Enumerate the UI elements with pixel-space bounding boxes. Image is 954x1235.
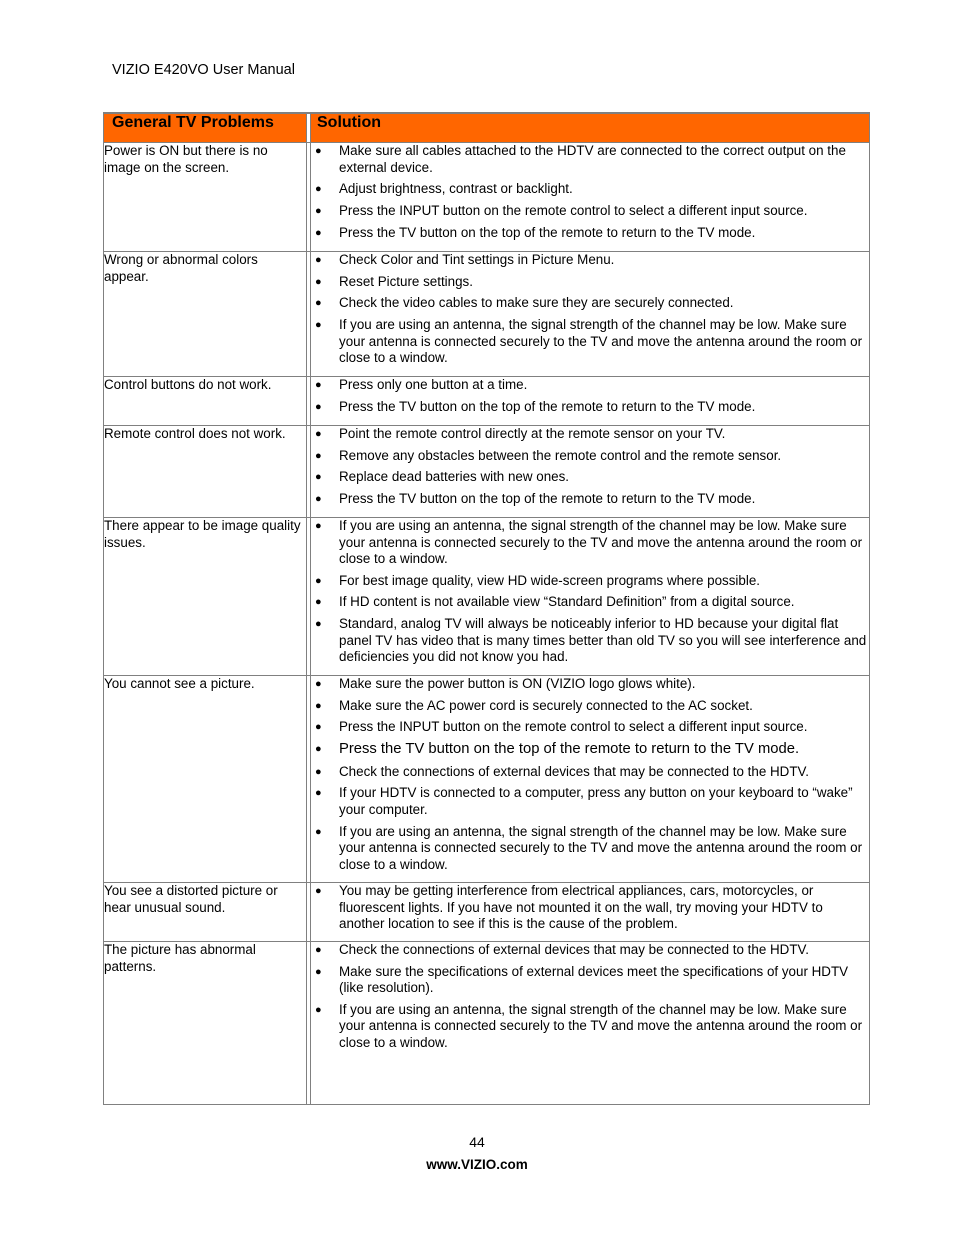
solution-item: ● Point the remote control directly at the remote sensor on your TV. <box>315 426 726 441</box>
table-row <box>104 676 870 883</box>
problem-cell: The picture has abnormal patterns. <box>104 942 307 1105</box>
solution-cell <box>311 143 870 252</box>
solution-item: ● Standard, analog TV will always be noticeably inferior to HD because your digital flat panel TV has video that is many times better than old TV so you will see interference and deficiencies you did not know you had. <box>315 616 867 665</box>
bullet-icon: ● <box>315 885 322 897</box>
solution-item: ● Check the connections of external devices that may be connected to the HDTV. <box>315 942 809 957</box>
solution-item: ● You may be getting interference from electrical appliances, cars, motorcycles, or fluorescent lights. If you have not mounted it on the wall, try moving your HDTV to another location to see if this is the cause of the problem. <box>315 883 823 931</box>
document-header-title: VIZIO E420VO User Manual <box>112 62 295 78</box>
solution-cell <box>311 252 870 377</box>
table-row <box>104 252 870 377</box>
solution-item: ● Check the video cables to make sure they are securely connected. <box>315 295 734 311</box>
solution-cell <box>311 676 870 883</box>
table-row <box>104 426 870 518</box>
problem-cell: Control buttons do not work. <box>104 377 307 426</box>
bullet-icon: ● <box>315 825 322 838</box>
solution-item: ● Adjust brightness, contrast or backlight. <box>315 181 573 197</box>
solution-item: ● If you are using an antenna, the signal strength of the channel may be low. Make sure your antenna is connected securely to the TV and move the antenna around the room or close to a window. <box>315 518 863 566</box>
solution-item: ● Make sure the specifications of external devices meet the specifications of your HDTV (like resolution). <box>315 963 849 996</box>
solution-list <box>311 883 869 933</box>
solution-list <box>311 426 869 508</box>
bullet-icon: ● <box>315 471 322 484</box>
bullet-icon: ● <box>315 743 322 756</box>
bullet-icon: ● <box>315 400 322 413</box>
solution-item: ● Make sure the AC power cord is securely connected to the AC socket. <box>315 697 753 713</box>
bullet-icon: ● <box>315 618 322 631</box>
solution-cell <box>311 518 870 676</box>
bullet-icon: ● <box>315 965 322 978</box>
bullet-icon: ● <box>315 699 322 712</box>
solution-item: ● For best image quality, view HD wide-screen programs where possible. <box>315 572 760 588</box>
footer-website-link[interactable]: www.VIZIO.com <box>426 1157 528 1172</box>
solution-list <box>311 252 869 367</box>
column-header-problems: General TV Problems <box>104 114 307 143</box>
page-number: 44 <box>469 1134 485 1150</box>
solution-item: ● Press the INPUT button on the remote control to select a different input source. <box>315 202 808 218</box>
solution-item: ● Check Color and Tint settings in Picture Menu. <box>315 252 615 267</box>
bullet-icon: ● <box>315 574 322 587</box>
bullet-icon: ● <box>315 145 322 157</box>
solution-item: ● If you are using an antenna, the signal strength of the channel may be low. Make sure your antenna is connected securely to the TV and move the antenna around the room or close to a window. <box>315 317 863 366</box>
solution-cell <box>311 942 870 1105</box>
bullet-icon: ● <box>315 520 322 532</box>
solution-item: ● Press only one button at a time. <box>315 377 528 392</box>
bullet-icon: ● <box>315 204 322 217</box>
solution-item: ● Press the INPUT button on the remote control to select a different input source. <box>315 719 808 735</box>
bullet-icon: ● <box>315 379 322 391</box>
problem-cell: Wrong or abnormal colors appear. <box>104 252 307 377</box>
problem-cell: You see a distorted picture or hear unusual sound. <box>104 883 307 942</box>
bullet-icon: ● <box>315 449 322 462</box>
solution-item: ● Replace dead batteries with new ones. <box>315 469 570 485</box>
solution-item: ● Check the connections of external devices that may be connected to the HDTV. <box>315 763 809 779</box>
bullet-icon: ● <box>315 183 322 196</box>
troubleshooting-table-container <box>103 112 869 1105</box>
bullet-icon: ● <box>315 1003 322 1016</box>
troubleshooting-table <box>103 112 870 1105</box>
table-row <box>104 143 870 252</box>
solution-list <box>311 942 869 1051</box>
solution-item: ● If you are using an antenna, the signal strength of the channel may be low. Make sure your antenna is connected securely to the TV and move the antenna around the room or close to a window. <box>315 823 863 872</box>
solution-list <box>311 377 869 415</box>
bullet-icon: ● <box>315 254 322 266</box>
problem-cell: Power is ON but there is no image on the screen. <box>104 143 307 252</box>
solution-item: ● Press the TV button on the top of the remote to return to the TV mode. <box>315 398 756 414</box>
bullet-icon: ● <box>315 678 322 690</box>
solution-item: ● Press the TV button on the top of the remote to return to the TV mode. <box>315 741 800 758</box>
solution-cell <box>311 883 870 942</box>
solution-cell <box>311 377 870 426</box>
solution-list <box>311 676 869 873</box>
problem-cell: You cannot see a picture. <box>104 676 307 883</box>
solution-item: ● Remove any obstacles between the remote control and the remote sensor. <box>315 447 782 463</box>
problem-cell: There appear to be image quality issues. <box>104 518 307 676</box>
bullet-icon: ● <box>315 765 322 778</box>
solution-item: ● Make sure the power button is ON (VIZIO logo glows white). <box>315 676 696 691</box>
solution-cell <box>311 426 870 518</box>
bullet-icon: ● <box>315 493 322 506</box>
problem-cell: Remote control does not work. <box>104 426 307 518</box>
solution-item: ● If HD content is not available view “Standard Definition” from a digital source. <box>315 594 795 610</box>
solution-item: ● Reset Picture settings. <box>315 273 473 289</box>
solution-item: ● If you are using an antenna, the signal strength of the channel may be low. Make sure your antenna is connected securely to the TV and move the antenna around the room or close to a window. <box>315 1001 863 1050</box>
solution-item: ● Make sure all cables attached to the HDTV are connected to the correct output on the external device. <box>315 143 846 175</box>
table-row <box>104 377 870 426</box>
solution-item: ● Press the TV button on the top of the remote to return to the TV mode. <box>315 491 756 507</box>
bullet-icon: ● <box>315 787 322 800</box>
bullet-icon: ● <box>315 226 322 239</box>
bullet-icon: ● <box>315 428 322 440</box>
column-header-solution: Solution <box>311 114 870 143</box>
bullet-icon: ● <box>315 944 322 956</box>
solution-item: ● If your HDTV is connected to a computer, press any button on your keyboard to “wake” your computer. <box>315 785 853 817</box>
solution-list <box>311 143 869 241</box>
bullet-icon: ● <box>315 297 322 310</box>
bullet-icon: ● <box>315 275 322 288</box>
table-row <box>104 942 870 1105</box>
table-header-row <box>104 114 870 143</box>
bullet-icon: ● <box>315 596 322 609</box>
table-row <box>104 518 870 676</box>
bullet-icon: ● <box>315 721 322 734</box>
bullet-icon: ● <box>315 319 322 332</box>
table-row <box>104 883 870 942</box>
solution-list <box>311 518 869 666</box>
solution-item: ● Press the TV button on the top of the remote to return to the TV mode. <box>315 224 756 240</box>
